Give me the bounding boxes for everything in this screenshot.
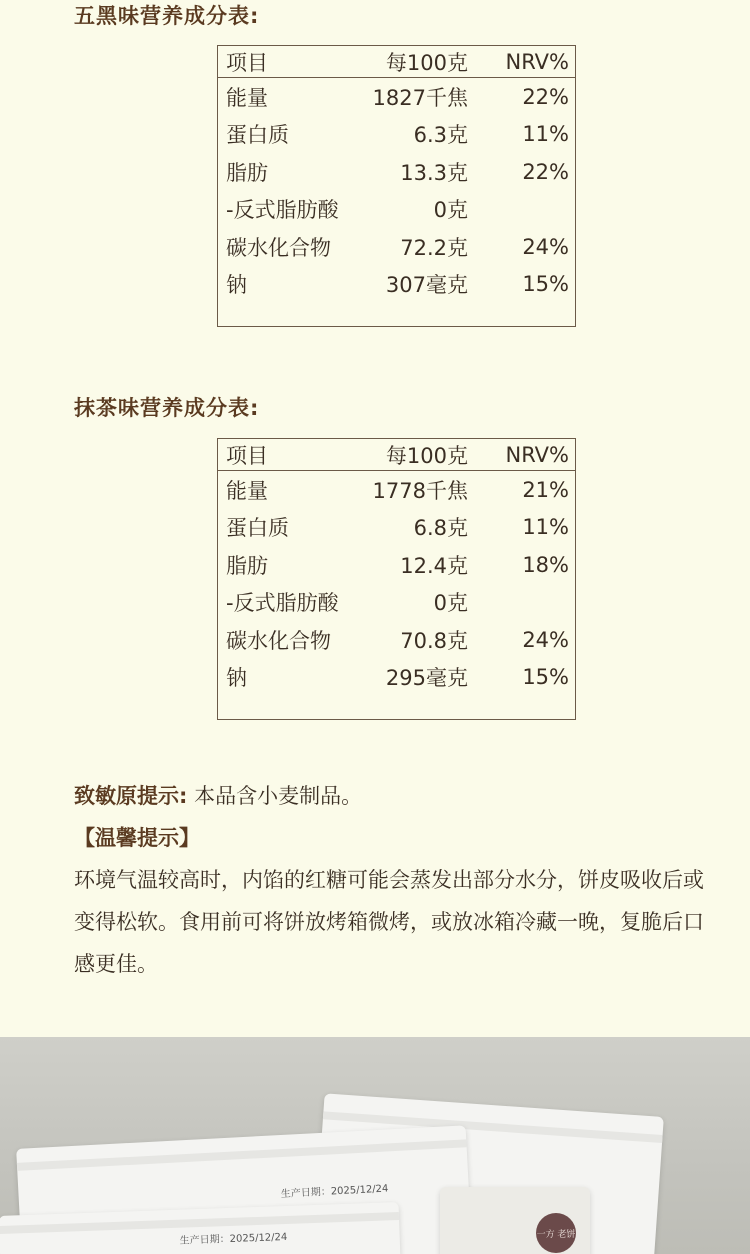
cell-value: 12.4克 bbox=[400, 553, 468, 578]
cell-nrv: 15% bbox=[522, 272, 569, 297]
allergen-text: 本品含小麦制品。 bbox=[187, 784, 363, 808]
cell-item: 钠 bbox=[226, 273, 247, 298]
cell-value: 307毫克 bbox=[385, 273, 468, 298]
table-row bbox=[218, 78, 575, 116]
allergen-note bbox=[74, 775, 724, 817]
cell-nrv: 22% bbox=[522, 84, 569, 109]
table-row bbox=[218, 621, 575, 659]
product-photo bbox=[0, 1037, 750, 1254]
cell-nrv: 21% bbox=[522, 477, 569, 502]
cell-value: 295毫克 bbox=[385, 666, 468, 691]
header-item: 项目 bbox=[226, 50, 268, 75]
nutrition-table-1 bbox=[217, 45, 576, 327]
cell-value: 70.8克 bbox=[400, 628, 468, 653]
cell-nrv: 24% bbox=[522, 234, 569, 259]
cell-nrv: 24% bbox=[522, 627, 569, 652]
table-row bbox=[218, 266, 575, 304]
cell-item: 钠 bbox=[226, 666, 247, 691]
production-date: 生产日期：2025/12/24 bbox=[179, 1231, 288, 1247]
cell-value: 1827千焦 bbox=[372, 85, 468, 110]
cell-nrv: 11% bbox=[522, 515, 569, 540]
cell-value: 0克 bbox=[433, 198, 468, 223]
table-row bbox=[218, 228, 575, 266]
tip-text: 环境气温较高时，内馅的红糖可能会蒸发出部分水分，饼皮吸收后或变得松软。食用前可将饼放烤箱微烤，或放冰箱冷藏一晚，复脆后口感更佳。 bbox=[74, 868, 704, 976]
cell-value: 0克 bbox=[433, 591, 468, 616]
nutrition-table-2 bbox=[217, 438, 576, 720]
allergen-label: 致敏原提示: bbox=[74, 784, 188, 808]
cell-item: -反式脂肪酸 bbox=[226, 591, 339, 616]
cell-item: 蛋白质 bbox=[226, 123, 289, 148]
cell-value: 6.8克 bbox=[413, 516, 468, 541]
cell-nrv: 11% bbox=[522, 122, 569, 147]
cell-item: 能量 bbox=[226, 478, 268, 503]
table-row bbox=[218, 509, 575, 547]
header-per100g: 每100克 bbox=[385, 50, 468, 75]
table-row bbox=[218, 191, 575, 229]
brand-seal: 一方 老饼 bbox=[536, 1213, 576, 1253]
cell-nrv: 22% bbox=[522, 159, 569, 184]
header-nrv: NRV% bbox=[505, 442, 569, 467]
table-row bbox=[218, 471, 575, 509]
cell-item: -反式脂肪酸 bbox=[226, 198, 339, 223]
table-bottom-padding bbox=[218, 696, 575, 719]
tip-title bbox=[74, 817, 724, 859]
cell-value: 1778千焦 bbox=[372, 478, 468, 503]
cell-item: 碳水化合物 bbox=[226, 628, 331, 653]
header-nrv: NRV% bbox=[505, 49, 569, 74]
header-per100g: 每100克 bbox=[385, 443, 468, 468]
table2-title: 抹茶味营养成分表: bbox=[74, 396, 260, 420]
cell-item: 脂肪 bbox=[226, 553, 268, 578]
cell-item: 碳水化合物 bbox=[226, 235, 331, 260]
cell-nrv: 15% bbox=[522, 665, 569, 690]
header-item: 项目 bbox=[226, 443, 268, 468]
table-bottom-padding bbox=[218, 303, 575, 326]
table-row bbox=[218, 153, 575, 191]
cell-item: 脂肪 bbox=[226, 160, 268, 185]
cell-nrv: 18% bbox=[522, 552, 569, 577]
table-row bbox=[218, 659, 575, 697]
cell-item: 能量 bbox=[226, 85, 268, 110]
package-label bbox=[440, 1187, 590, 1254]
cell-value: 6.3克 bbox=[413, 123, 468, 148]
table1-title: 五黑味营养成分表: bbox=[74, 4, 260, 28]
production-date: 生产日期：2025/12/24 bbox=[280, 1183, 389, 1201]
cell-value: 13.3克 bbox=[400, 160, 468, 185]
table-row bbox=[218, 584, 575, 622]
table-row bbox=[218, 546, 575, 584]
tip-title-text: 【温馨提示】 bbox=[74, 826, 200, 850]
table-row bbox=[218, 116, 575, 154]
table-header-row bbox=[218, 439, 575, 471]
cell-value: 72.2克 bbox=[400, 235, 468, 260]
zip-strip bbox=[17, 1139, 467, 1171]
table-header-row bbox=[218, 46, 575, 78]
cell-item: 蛋白质 bbox=[226, 516, 289, 541]
